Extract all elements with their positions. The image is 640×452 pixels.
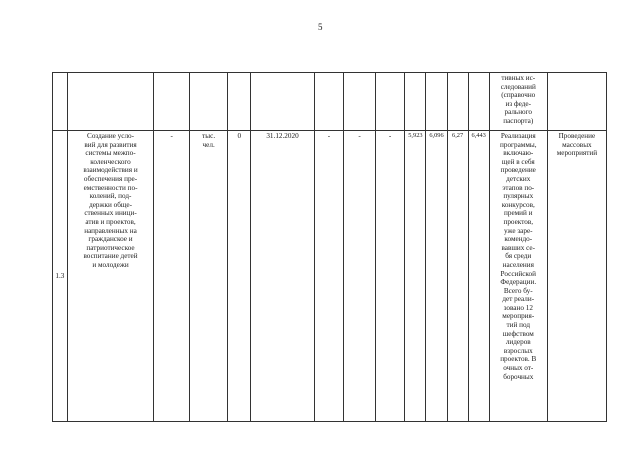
cell-c8 [375,131,405,422]
cell-empty [375,73,405,131]
cell-v3 [447,131,468,422]
value-c7: - [358,132,361,140]
cell-empty [314,73,344,131]
cell-empty [190,73,228,131]
cell-empty [447,73,468,131]
cell-empty [67,73,154,131]
action-text: Проведение массовых мероприятий [556,132,598,158]
table-row-1-3 [53,131,607,422]
cell-c6 [314,131,344,422]
table-row-continuation [53,73,607,131]
cell-continuation-text [489,73,547,131]
cell-empty [154,73,190,131]
row-name: Создание усло- вий для развития системы межпо- коленческого взаимодействия и обеспечения пре- емственности по- колений, под- держки обще- ственных иници- атив и проектов, направленных на гражданское и патриотическое воспитание детей и молодежи [83,132,138,269]
cell-empty [547,73,606,131]
cell-base [228,131,251,422]
cell-v4 [468,131,489,422]
value-v4: 6,443 [471,132,486,139]
cell-c3 [154,131,190,422]
value-v3: 6,27 [452,132,464,139]
cell-row-index [53,131,68,422]
value-c3: - [170,132,173,140]
value-c6: - [327,132,331,140]
cell-unit [190,131,228,422]
description-text: Реализация программы, включаю- щей в себя проведение детских этапов по- пулярных конкурсов, премий и проектов, уже заре- комендо- вавших се- бя среди населения Российской Федерации. Всего бу- дет реали- зовано 12 мероприя- тий под шефством лидеров взрослых проектов. В очных от- борочных [500,132,537,381]
continuation-text: тивных ис- следований (справочно из феде- рального паспорта) [500,74,536,125]
cell-action [547,131,606,422]
cell-c7 [344,131,376,422]
value-c8: - [388,132,392,140]
indicators-table [52,72,607,422]
cell-empty [251,73,314,131]
cell-empty [53,73,68,131]
cell-date [251,131,314,422]
cell-empty [426,73,447,131]
cell-description [489,131,547,422]
unit-label: тыс. чел. [202,132,216,149]
cell-row-name [67,131,154,422]
base-value: 0 [237,132,242,140]
cell-v1 [405,131,426,422]
value-v2: 6,096 [429,132,444,139]
page-number: 5 [318,22,323,32]
cell-empty [344,73,376,131]
cell-empty [468,73,489,131]
value-v1: 5,923 [408,132,423,139]
cell-empty [228,73,251,131]
row-index: 1.3 [55,271,65,280]
base-date: 31.12.2020 [266,132,299,140]
cell-empty [405,73,426,131]
cell-v2 [426,131,447,422]
